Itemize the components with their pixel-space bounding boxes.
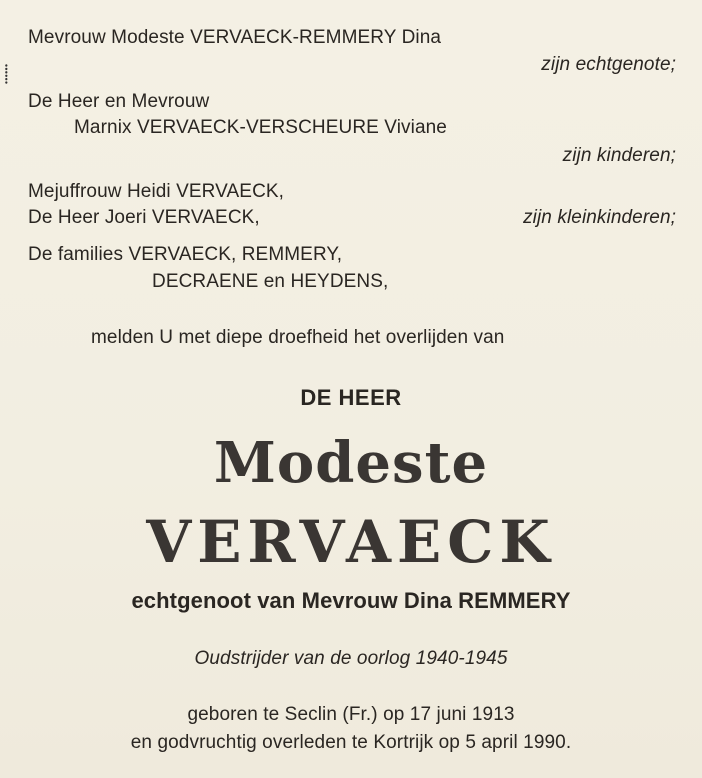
family-line-families-1: De families VERVAECK, REMMERY,	[28, 244, 343, 265]
announcement-text: melden U met diepe droefheid het overlijden van	[91, 327, 505, 348]
family-line-children-names: Marnix VERVAECK-VERSCHEURE Viviane	[74, 117, 447, 138]
veteran-title: Oudstrijder van de oorlog 1940-1945	[194, 648, 508, 669]
family-line-grandchild-2: De Heer Joeri VERVAECK,	[28, 207, 260, 228]
deceased-first-name: Modeste	[213, 430, 489, 496]
role-spouse: zijn echtgenote;	[541, 54, 676, 75]
family-line-families-2: DECRAENE en HEYDENS,	[152, 271, 389, 292]
spouse-line: echtgenoot van Mevrouw Dina REMMERY	[131, 588, 571, 613]
family-line-grandchild-1: Mejuffrouw Heidi VERVAECK,	[28, 181, 285, 202]
deceased-last-name: VERVAECK	[146, 508, 556, 576]
honorific: DE HEER	[300, 385, 402, 410]
role-grandchildren: zijn kleinkinderen;	[523, 207, 676, 228]
birth-line: geboren te Seclin (Fr.) op 17 juni 1913	[187, 704, 515, 725]
death-line: en godvruchtig overleden te Kortrijk op 5 april 1990.	[130, 732, 572, 753]
family-line-widow: Mevrouw Modeste VERVAECK-REMMERY Dina	[28, 27, 442, 48]
margin-mark-icon: ⸽	[4, 64, 9, 84]
role-children: zijn kinderen;	[562, 145, 676, 166]
family-line-children-title: De Heer en Mevrouw	[28, 91, 210, 112]
